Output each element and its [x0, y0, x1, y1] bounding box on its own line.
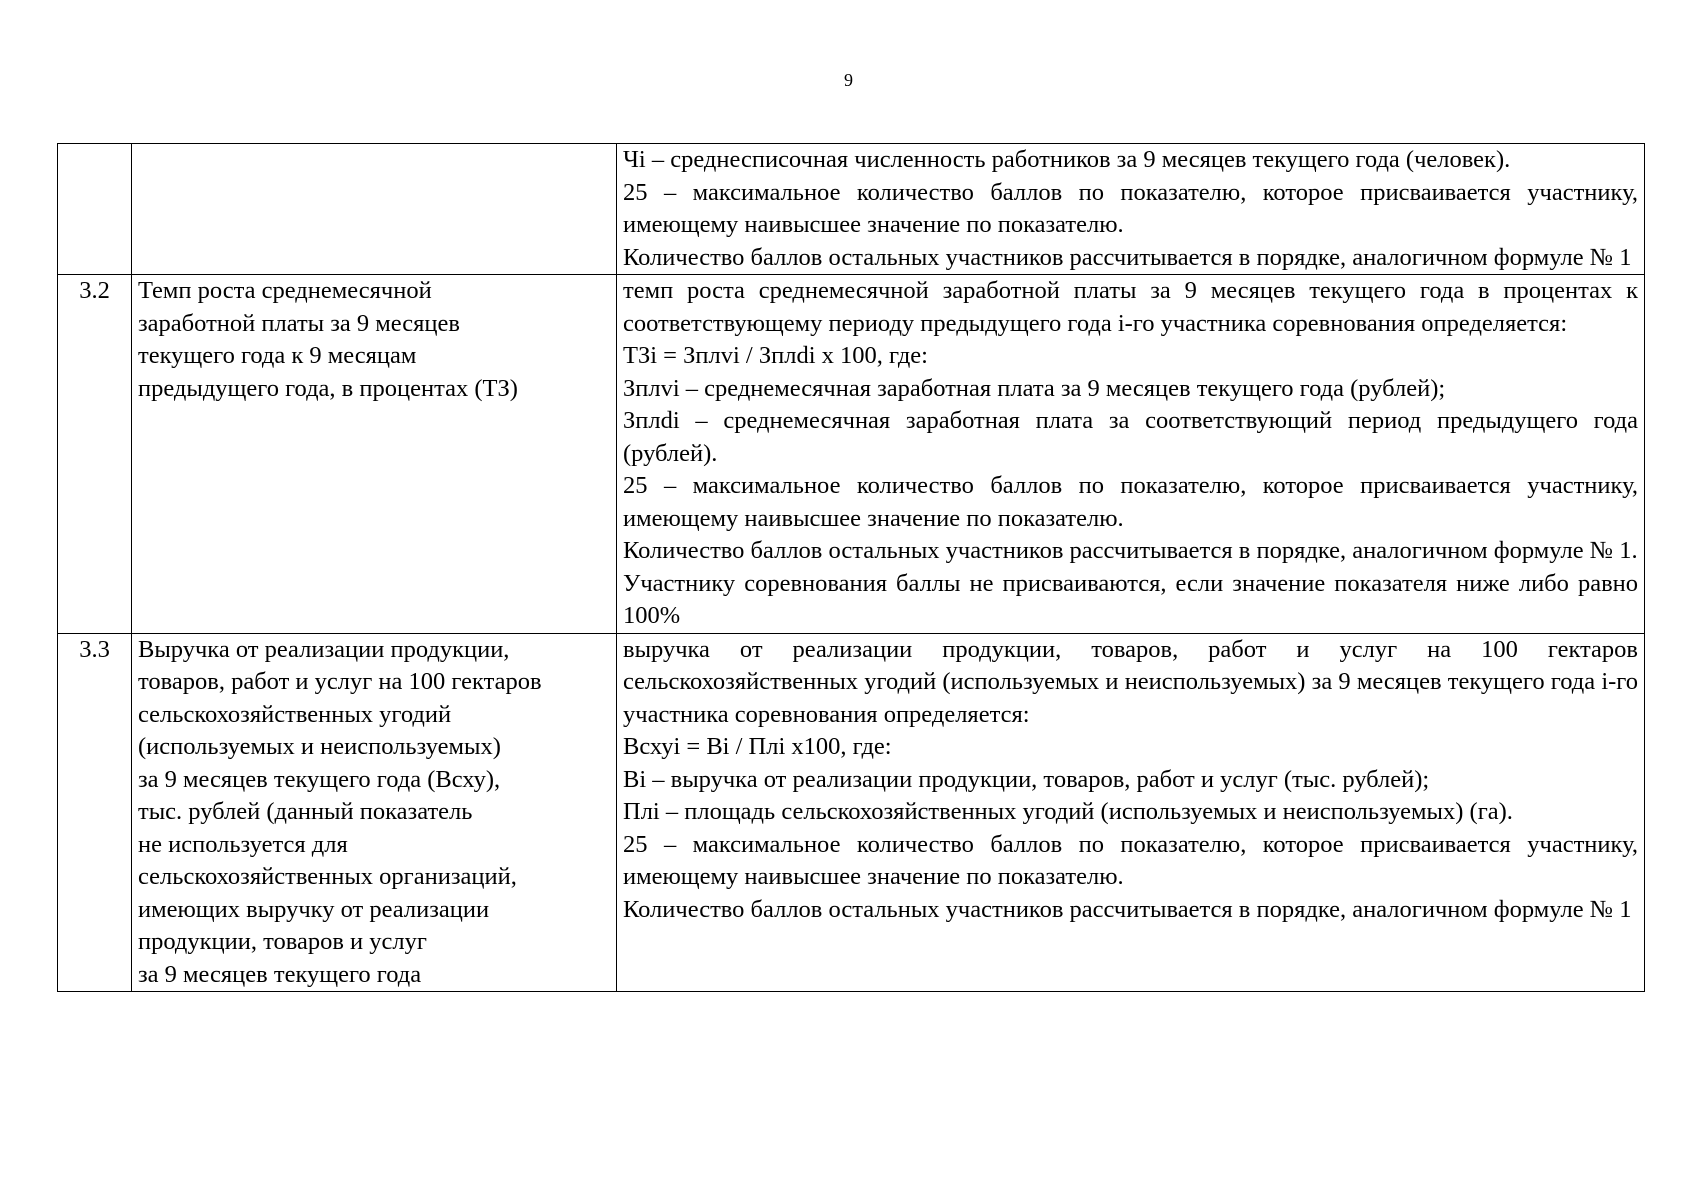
indicator-name-line: за 9 месяцев текущего года	[138, 960, 422, 988]
indicator-name-cell	[132, 633, 617, 992]
indicator-name-line: Выручка от реализации продукции,	[138, 635, 510, 663]
indicator-name-line: заработной платы за 9 месяцев	[138, 309, 460, 337]
indicator-name-line: предыдущего года, в процентах (ТЗ)	[138, 374, 518, 402]
table-row	[58, 144, 1645, 275]
description-paragraph: 25 – максимальное количество баллов по показателю, которое присваивается участнику, имеющему наивысшее значение по показателю.	[623, 178, 1638, 238]
indicator-name-line: Темп роста среднемесячной	[138, 277, 432, 304]
description-paragraph: Плi – площадь сельскохозяйственных угодий (используемых и неиспользуемых) (га).	[623, 798, 1513, 825]
criteria-table-body	[58, 144, 1645, 992]
description-paragraph: Участнику соревнования баллы не присваиваются, если значение показателя ниже либо равно 100%	[623, 569, 1638, 629]
page-number: 9	[844, 70, 853, 90]
indicator-name-cell	[132, 275, 617, 634]
table-row	[58, 633, 1645, 992]
indicator-name-line: сельскохозяйственных угодий	[138, 700, 452, 728]
description-paragraph: Чi – среднесписочная численность работников за 9 месяцев текущего года (человек).	[623, 146, 1511, 173]
description-paragraph: Вi – выручка от реализации продукции, товаров, работ и услуг (тыс. рублей);	[623, 765, 1430, 793]
description-paragraph: Зплvi – среднемесячная заработная плата за 9 месяцев текущего года (рублей);	[623, 374, 1446, 402]
indicator-description-cell	[617, 633, 1645, 992]
indicator-name-cell	[132, 144, 617, 275]
description-paragraph: Количество баллов остальных участников рассчитывается в порядке, аналогичном формуле № 1	[623, 895, 1632, 923]
description-paragraph: Количество баллов остальных участников рассчитывается в порядке, аналогичном формуле № 1	[623, 243, 1632, 271]
row-number-cell: 3.2	[58, 275, 132, 634]
indicator-name-line: текущего года к 9 месяцам	[138, 342, 417, 369]
formula-line: ТЗi = Зплvi / Зплdi x 100, где:	[623, 342, 928, 369]
indicator-name-line: не используется для	[138, 830, 348, 858]
description-paragraph: Зплdi – среднемесячная заработная плата за соответствующий период предыдущего года (рублей).	[623, 407, 1638, 467]
row-number-cell	[58, 144, 132, 275]
table-row	[58, 275, 1645, 634]
description-paragraph: 25 – максимальное количество баллов по показателю, которое присваивается участнику, имеющему наивысшее значение по показателю.	[623, 830, 1638, 890]
description-paragraph: Количество баллов остальных участников рассчитывается в порядке, аналогичном формуле № 1.	[623, 537, 1638, 564]
indicator-name-line: имеющих выручку от реализации	[138, 895, 490, 923]
indicator-description-cell	[617, 275, 1645, 634]
indicator-name-line: продукции, товаров и услуг	[138, 928, 427, 955]
description-paragraph: выручка от реализации продукции, товаров, работ и услуг на 100 гектаров сельскохозяйственных угодий (используемых и неиспользуемых) за 9 месяцев текущего года i-го участника соревнования определяется:	[623, 635, 1638, 728]
criteria-table	[57, 143, 1645, 992]
indicator-name-line: (используемых и неиспользуемых)	[138, 733, 501, 760]
description-paragraph: темп роста среднемесячной заработной платы за 9 месяцев текущего года в процентах к соответствующему периоду предыдущего года i-го участника соревнования определяется:	[623, 277, 1638, 337]
indicator-name-line: за 9 месяцев текущего года (Всху),	[138, 765, 501, 793]
formula-line: Всхуi = Вi / Плi х100, где:	[623, 733, 892, 760]
indicator-description-cell	[617, 144, 1645, 275]
description-paragraph: 25 – максимальное количество баллов по показателю, которое присваивается участнику, имеющему наивысшее значение по показателю.	[623, 472, 1638, 532]
row-number-cell: 3.3	[58, 633, 132, 992]
indicator-name-line: сельскохозяйственных организаций,	[138, 863, 517, 890]
indicator-name-line: тыс. рублей (данный показатель	[138, 798, 473, 825]
indicator-name-line: товаров, работ и услуг на 100 гектаров	[138, 668, 542, 695]
